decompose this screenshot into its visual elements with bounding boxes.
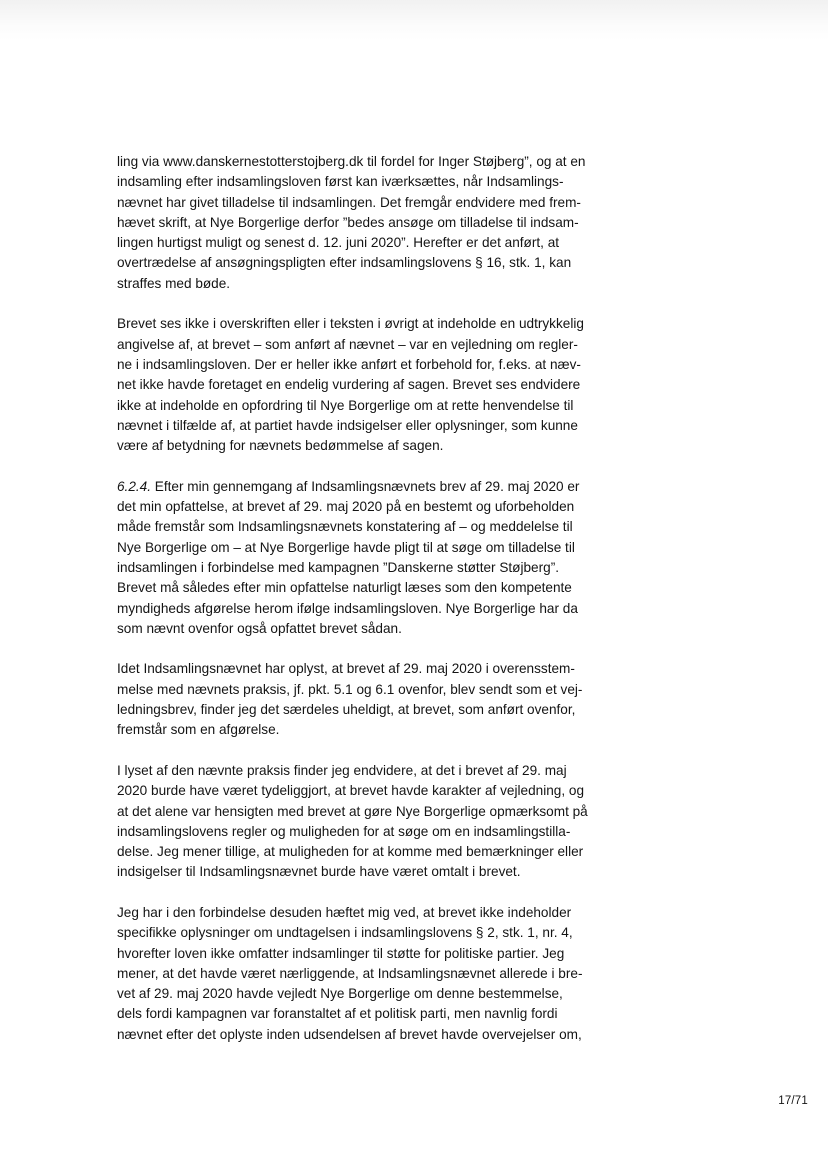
section-first-line: Efter min gennemgang af Indsamlingsnævnets brev af 29. maj 2020 er: [151, 478, 580, 494]
text-line: indsamling efter indsamlingsloven først kan iværksættes, når Indsamlings-: [117, 174, 564, 190]
text-line: straffes med bøde.: [117, 275, 231, 291]
paragraph-indsamling-letter: [117, 152, 617, 294]
text-line: måde fremstår som Indsamlingsnævnets konstatering af – og meddelelse til: [117, 519, 573, 535]
text-line: ikke at indeholde en opfordring til Nye Borgerlige om at rette henvendelse til: [117, 397, 574, 413]
text-line: ling via www.danskernestotterstojberg.dk til fordel for Inger Støjberg”, og at en: [117, 154, 586, 169]
text-line: nævnet har givet tilladelse til indsamlingen. Det fremgår endvidere med frem-: [117, 194, 581, 210]
text-line: [117, 477, 617, 497]
document-body: [117, 152, 617, 1065]
text-line: I lyset af den nævnte praksis finder jeg endvidere, at det i brevet af 29. maj: [117, 762, 567, 778]
section-number: 6.2.4.: [117, 478, 152, 494]
paragraph-vejledningsbrev: [117, 659, 617, 740]
paragraph-section-6-2-4: [117, 477, 617, 639]
text-line: angivelse af, at brevet – som anført af nævnet – var en vejledning om regler-: [117, 336, 578, 352]
text-line: 2020 burde have været tydeliggjort, at brevet havde karakter af vejledning, og: [117, 783, 585, 799]
text-line: delse. Jeg mener tillige, at muligheden for at komme med bemærkninger eller: [117, 844, 584, 860]
page-number: 17/71: [778, 1095, 808, 1107]
text-line: Brevet ses ikke i overskriften eller i teksten i øvrigt at indeholde en udtrykkelig: [117, 316, 584, 332]
text-line: indsigelser til Indsamlingsnævnet burde have været omtalt i brevet.: [117, 864, 521, 880]
paragraph-brevet-overskrift: [117, 314, 617, 456]
scan-edge-shading: [0, 0, 828, 40]
text-line: ne i indsamlingsloven. Der er heller ikke anført et forbehold for, f.eks. at næv-: [117, 356, 581, 372]
text-line: Jeg har i den forbindelse desuden hæftet mig ved, at brevet ikke indeholder: [117, 904, 572, 920]
paragraph-praksis: [117, 761, 617, 883]
text-line: vet af 29. maj 2020 havde vejledt Nye Borgerlige om denne bestemmelse,: [117, 986, 563, 1002]
text-line: myndigheds afgørelse herom ifølge indsamlingsloven. Nye Borgerlige har da: [117, 600, 578, 616]
text-line: melse med nævnets praksis, jf. pkt. 5.1 og 6.1 ovenfor, blev sendt som et vej-: [117, 681, 583, 697]
text-line: dels fordi kampagnen var foranstaltet af et politisk parti, men navnlig fordi: [117, 1006, 558, 1022]
text-line: nævnet i tilfælde af, at partiet havde indsigelser eller oplysninger, som kunne: [117, 417, 578, 433]
text-line: hævet skrift, at Nye Borgerlige derfor ”bedes ansøge om tilladelse til indsam-: [117, 214, 579, 230]
text-line: nævnet efter det oplyste inden udsendelsen af brevet havde overvejelser om,: [117, 1026, 582, 1042]
text-line: lingen hurtigst muligt og senest d. 12. juni 2020”. Herefter er det anført, at: [117, 235, 560, 251]
text-line: net ikke havde foretaget en endelig vurdering af sagen. Brevet ses endvidere: [117, 377, 581, 393]
text-line: Idet Indsamlingsnævnet har oplyst, at brevet af 29. maj 2020 i overensstem-: [117, 661, 575, 677]
text-line: at det alene var hensigten med brevet at gøre Nye Borgerlige opmærksomt på: [117, 803, 588, 819]
text-line: være af betydning for nævnets bedømmelse af sagen.: [117, 438, 444, 454]
text-line: Brevet må således efter min opfattelse naturligt læses som den kompetente: [117, 580, 572, 596]
text-line: indsamlingslovens regler og muligheden for at søge om en indsamlingstilla-: [117, 823, 571, 839]
text-line: som nævnt ovenfor også opfattet brevet sådan.: [117, 620, 402, 636]
text-line: ledningsbrev, finder jeg det særdeles uheldigt, at brevet, som anført ovenfor,: [117, 702, 576, 718]
text-line: specifikke oplysninger om undtagelsen i indsamlingslovens § 2, stk. 1, nr. 4,: [117, 925, 573, 941]
text-line: mener, at det havde været nærliggende, at Indsamlingsnævnet allerede i bre-: [117, 965, 583, 981]
text-line: Nye Borgerlige om – at Nye Borgerlige havde pligt til at søge om tilladelse til: [117, 539, 575, 555]
paragraph-undtagelse: [117, 903, 617, 1045]
text-line: indsamlingen i forbindelse med kampagnen ”Danskerne støtter Støjberg”.: [117, 559, 560, 575]
text-line: det min opfattelse, at brevet af 29. maj 2020 på en bestemt og uforbeholden: [117, 499, 575, 515]
text-line: overtrædelse af ansøgningspligten efter indsamlingslovens § 16, stk. 1, kan: [117, 255, 572, 271]
text-line: hvorefter loven ikke omfatter indsamlinger til støtte for politiske partier. Jeg: [117, 945, 565, 961]
text-line: fremstår som en afgørelse.: [117, 722, 280, 738]
